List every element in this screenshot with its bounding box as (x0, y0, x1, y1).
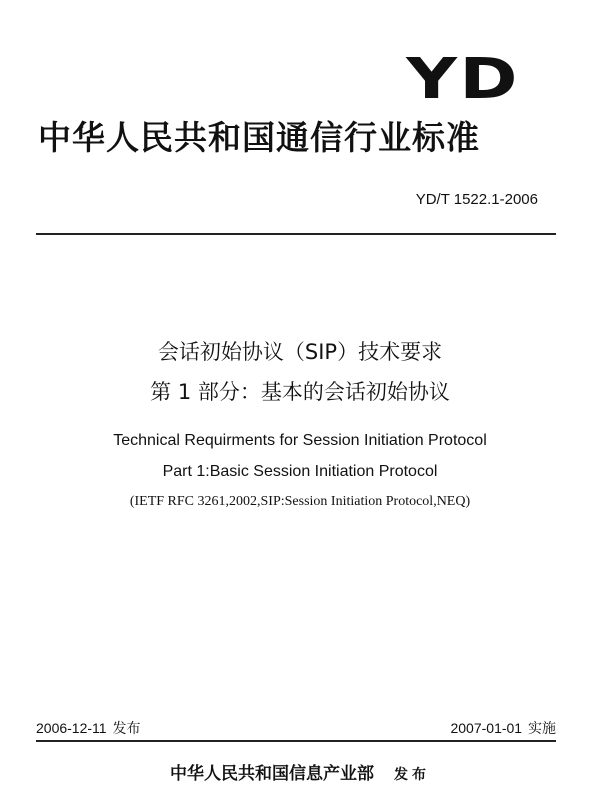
issuer-name: 中华人民共和国信息产业部 (170, 764, 375, 784)
issuer-suffix: 发布 (393, 767, 430, 783)
top-divider (36, 233, 556, 235)
chinese-title-line-2: 第 1 部分：基本的会话初始协议 (150, 380, 450, 404)
date-row (36, 719, 556, 737)
yd-logo: YD (406, 47, 520, 112)
effective-date: 2007-01-01 (450, 720, 523, 736)
standard-category-title: 中华人民共和国通信行业标准 (38, 118, 480, 157)
issue-label: 发布 (112, 721, 141, 737)
issue-date: 2006-12-11 (36, 720, 107, 736)
standard-number: YD/T 1522.1-2006 (415, 191, 538, 208)
issuer-line (0, 764, 600, 784)
bottom-divider (36, 740, 556, 742)
chinese-title-line-1: 会话初始协议（SIP）技术要求 (157, 340, 443, 364)
effective-date-group (450, 719, 556, 738)
english-title-line-1: Technical Requirments for Session Initiation Protocol (113, 432, 487, 449)
effective-label: 实施 (528, 721, 556, 737)
english-title-line-2: Part 1:Basic Session Initiation Protocol (162, 463, 438, 480)
issue-date-group (36, 719, 140, 738)
reference-note: (IETF RFC 3261,2002,SIP:Session Initiation Protocol,NEQ) (129, 494, 471, 509)
